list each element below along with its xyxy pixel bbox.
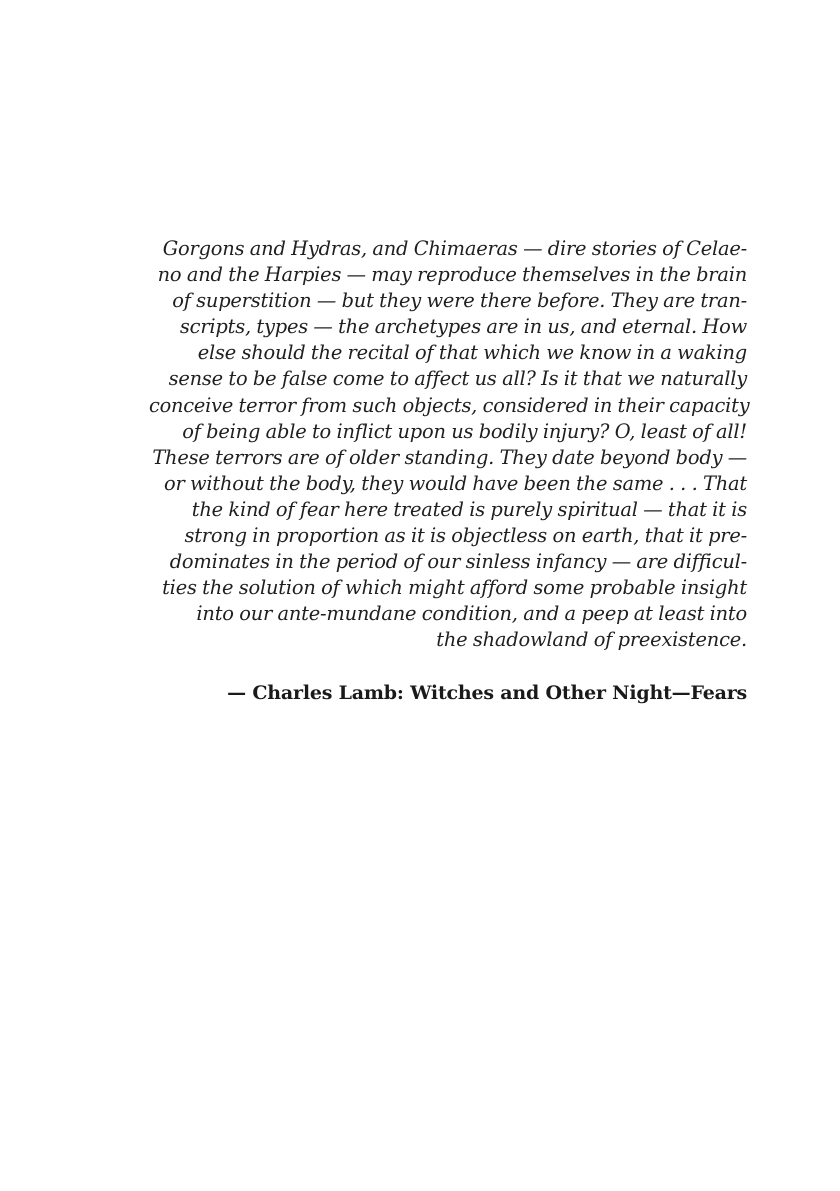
quote-line: scripts, types — the archetypes are in us, and eternal. How	[179, 315, 747, 339]
quote-line: These terrors are of older standing. They date beyond body —	[152, 445, 747, 469]
epigraph-attribution: — Charles Lamb: Witches and Other Night—Fears	[227, 682, 747, 704]
quote-line: dominates in the period of our sinless infancy — are difficul-	[169, 550, 747, 574]
quote-line: sense to be false come to affect us all? Is it that we naturally	[168, 367, 747, 391]
quote-line: ties the solution of which might afford some probable insight	[162, 576, 747, 600]
quote-line: of being able to inflict upon us bodily injury? O, least of all!	[182, 419, 747, 443]
quote-line: Gorgons and Hydras, and Chimaeras — dire stories of Celae-	[162, 237, 747, 260]
quote-line: or without the body, they would have been the same . . . That	[163, 471, 747, 495]
quote-line: no and the Harpies — may reproduce themselves in the brain	[157, 263, 747, 287]
quote-line: of superstition — but they were there before. They are tran-	[172, 289, 747, 313]
quote-line: conceive terror from such objects, considered in their capacity	[148, 393, 750, 417]
quote-line: else should the recital of that which we know in a waking	[197, 341, 747, 365]
quote-line: the kind of fear here treated is purely spiritual — that it is	[191, 497, 747, 521]
quote-line: into our ante-mundane condition, and a peep at least into	[196, 602, 747, 626]
epigraph-quote	[147, 236, 750, 654]
quote-line: strong in proportion as it is objectless on earth, that it pre-	[184, 524, 747, 548]
quote-line: the shadowland of preexistence.	[436, 628, 747, 652]
